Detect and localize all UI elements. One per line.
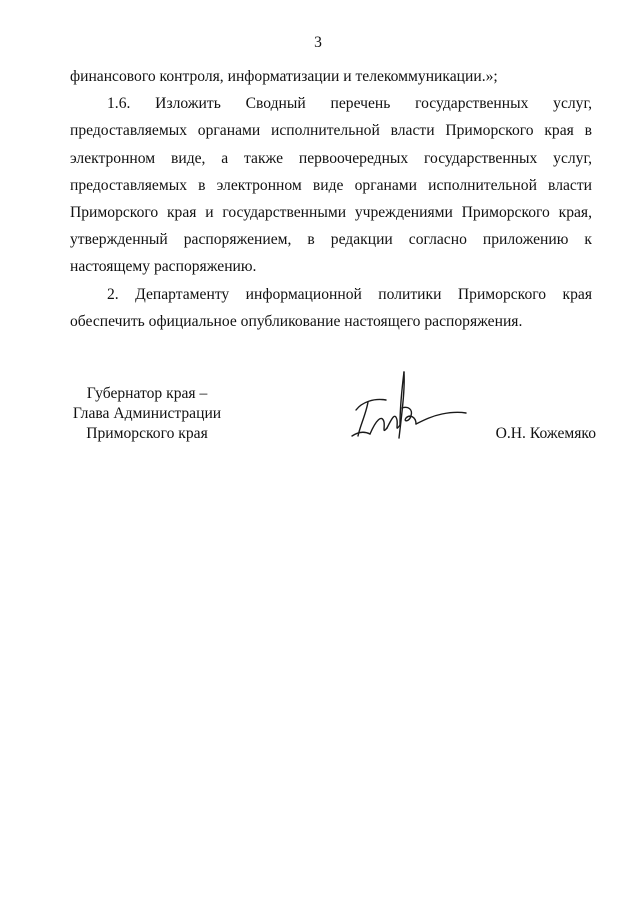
handwritten-signature-icon xyxy=(340,362,470,448)
document-body xyxy=(70,63,592,335)
signatory-title-line: Приморского края xyxy=(86,425,208,442)
signatory-title-line: Губернатор края – xyxy=(86,385,208,402)
signatory-name: О.Н. Кожемяко xyxy=(495,425,596,442)
paragraph-item-1-6: 1.6. Изложить Сводный перечень государственных услуг, предоставляемых органами исполнительной власти Приморского края в электронном виде, а также первоочередных государственных услуг, предоставляемых в электронном виде органами исполнительной власти Приморского края и государственными учреждениями Приморского края, утвержденный распоряжением, в редакции согласно приложению к настоящему распоряжению. xyxy=(70,95,592,276)
signatory-title-line: Глава Администрации xyxy=(72,405,222,422)
paragraph-continuation: финансового контроля, информатизации и телекоммуникации.»; xyxy=(70,68,498,85)
signatory-title-block xyxy=(60,384,234,444)
paragraph-item-2: 2. Департаменту информационной политики Приморского края обеспечить официальное опубликование настоящего распоряжения. xyxy=(70,285,592,330)
page-number: 3 xyxy=(314,34,322,51)
